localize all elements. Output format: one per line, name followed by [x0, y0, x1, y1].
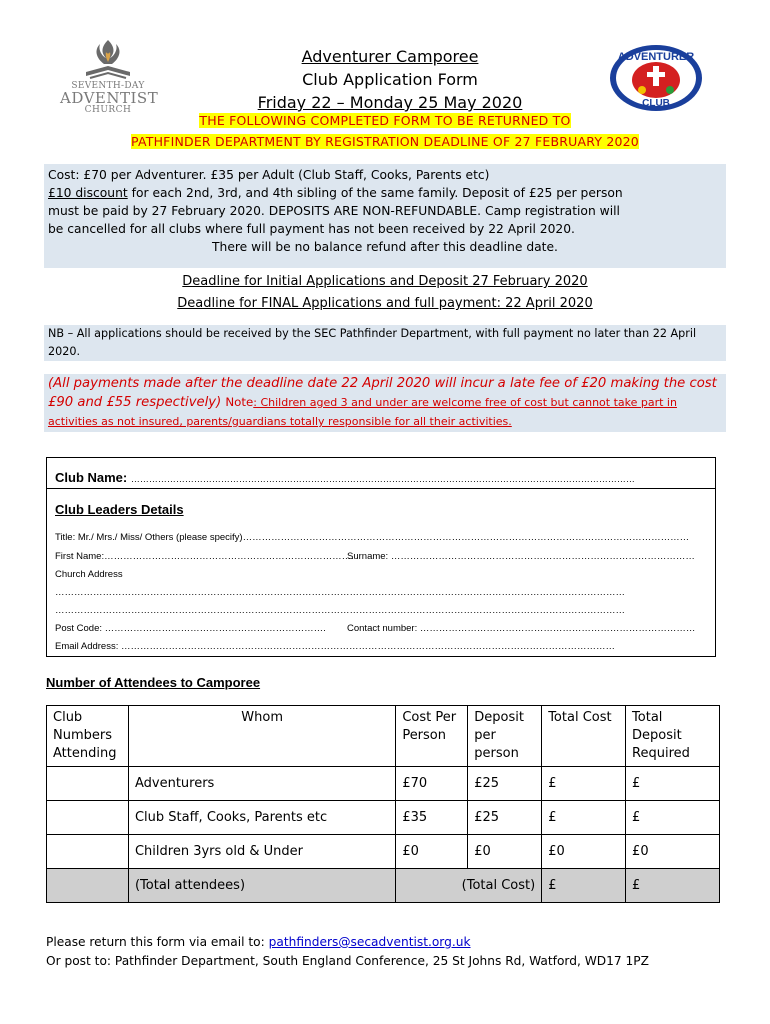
return-notice-line-1: THE FOLLOWING COMPLETED FORM TO BE RETURNED TO: [199, 113, 571, 128]
contact-label: Contact number:: [347, 623, 418, 634]
email-instruction: [46, 933, 649, 952]
post-code-label: Post Code:: [55, 623, 102, 634]
whom-cell: Adventurers: [128, 767, 395, 801]
church-address-label: Church Address: [55, 569, 123, 580]
cost-cell: £0: [396, 835, 468, 869]
cost-line-2: [48, 184, 722, 202]
sda-logo-line1: SEVENTH-DAY: [71, 81, 145, 91]
total-deposit-cell: £0: [626, 835, 720, 869]
deposit-cell: £0: [468, 835, 542, 869]
table-total-row: [47, 869, 720, 903]
deposit-cell: £25: [468, 801, 542, 835]
total-deposit-cell[interactable]: £: [626, 767, 720, 801]
divider: [47, 488, 715, 489]
col-cost-per-person: Cost Per Person: [396, 706, 468, 767]
note-label: Note: [225, 395, 254, 409]
col-club-numbers: Club Numbers Attending: [47, 706, 129, 767]
badge-top-text: ADVENTURER: [617, 51, 695, 63]
cost-cell: £70: [396, 767, 468, 801]
post-instruction: Or post to: Pathfinder Department, South England Conference, 25 St Johns Rd, Watford, WD17 1PZ: [46, 954, 649, 968]
title-line-3: Friday 22 – Monday 25 May 2020: [257, 93, 523, 112]
col-total-cost: Total Cost: [542, 706, 626, 767]
church-address-line-1[interactable]: ………………………………………………………………………………………………………………………………………………………………: [55, 587, 625, 598]
title-label: Title: Mr./ Mrs./ Miss/ Others (please specify): [55, 532, 243, 543]
late-fee-box: [44, 374, 726, 432]
email-field[interactable]: Email Address: …………………………………………………………………………………………………………………………………………: [55, 641, 616, 652]
grand-total-deposit-cell[interactable]: £: [626, 869, 720, 903]
badge-bottom-text: CLUB: [642, 98, 670, 109]
total-attendees-input[interactable]: [47, 869, 129, 903]
surname-label: Surname:: [347, 551, 389, 562]
deposit-cell: £25: [468, 767, 542, 801]
sda-logo-line3: CHURCH: [84, 105, 132, 115]
whom-cell: Children 3yrs old & Under: [128, 835, 395, 869]
table-row: [47, 801, 720, 835]
total-cost-cell[interactable]: £: [542, 767, 626, 801]
leaders-heading: Club Leaders Details: [55, 502, 184, 517]
initial-deadline: Deadline for Initial Applications and Deposit 27 February 2020: [182, 274, 588, 289]
deadlines: [44, 271, 726, 315]
club-name-label: Club Name:: [55, 470, 128, 485]
cost-line-3: must be paid by 27 February 2020. DEPOSITS ARE NON-REFUNDABLE. Camp registration will: [48, 204, 620, 218]
cost-line-2-rest: for each 2nd, 3rd, and 4th sibling of the same family. Deposit of £25 per person: [131, 186, 623, 200]
return-instructions: [46, 933, 649, 971]
nb-note: NB – All applications should be received by the SEC Pathfinder Department, with full payment no later than 22 April 2020.: [44, 325, 726, 361]
cost-line-1: Cost: £70 per Adventurer. £35 per Adult (Club Staff, Cooks, Parents etc): [48, 168, 490, 182]
club-name-field[interactable]: Club Name: ……………………………………………………………………………………………………………………………………………………: [55, 470, 635, 485]
cost-information-box: [44, 164, 726, 268]
col-whom: Whom: [128, 706, 395, 767]
first-name-field[interactable]: First Name:…………………………………………………………………….: [55, 551, 354, 562]
club-details-box: [46, 457, 716, 657]
col-deposit-per-person: Deposit per person: [468, 706, 542, 767]
contact-number-field[interactable]: Contact number: ……………………………………………………………………………: [347, 623, 696, 634]
email-prefix: Please return this form via email to:: [46, 935, 269, 949]
final-deadline: Deadline for FINAL Applications and full payment: 22 April 2020: [177, 296, 593, 311]
attendees-heading: Number of Attendees to Camporee: [46, 675, 261, 690]
cost-line-5: There will be no balance refund after this deadline date.: [212, 240, 558, 254]
return-notice-line-2: PATHFINDER DEPARTMENT BY REGISTRATION DEADLINE OF 27 FEBRUARY 2020: [131, 134, 639, 149]
sda-logo-line2: ADVENTIST: [60, 89, 159, 107]
church-address-line-2[interactable]: ………………………………………………………………………………………………………………………………………………………………: [55, 605, 625, 616]
late-fee-text: (All payments made after the deadline date 22 April 2020 will incur a late fee of £20 making the cost £90 and £55 respectively): [48, 376, 717, 410]
numbers-input-staff[interactable]: [47, 801, 129, 835]
adventurer-club-badge: [606, 42, 706, 114]
discount-label: £10 discount: [48, 186, 128, 200]
post-code-field[interactable]: Post Code: …………………………………………………………….: [55, 623, 326, 634]
cost-cell: £35: [396, 801, 468, 835]
table-header-row: [47, 706, 720, 767]
title-line-1: Adventurer Camporee: [301, 47, 479, 66]
form-title: [170, 45, 610, 114]
numbers-input-children[interactable]: [47, 835, 129, 869]
email-label: Email Address:: [55, 641, 119, 652]
col-total-deposit: Total Deposit Required: [626, 706, 720, 767]
table-row: [47, 835, 720, 869]
cost-line-4: be cancelled for all clubs where full payment has not been received by 22 April 2020.: [48, 222, 575, 236]
grand-total-cost-cell[interactable]: £: [542, 869, 626, 903]
flame-bible-icon: [80, 38, 136, 82]
total-cost-cell[interactable]: £: [542, 801, 626, 835]
attendees-table: [46, 705, 720, 903]
email-link[interactable]: pathfinders@secadventist.org.uk: [268, 935, 471, 949]
whom-cell: Club Staff, Cooks, Parents etc: [128, 801, 395, 835]
first-name-label: First Name:: [55, 551, 105, 562]
surname-field[interactable]: Surname: ……………………………………………………………………………………: [347, 551, 695, 562]
total-attendees-label: (Total attendees): [128, 869, 395, 903]
return-notice: [0, 110, 770, 152]
title-field[interactable]: Title: Mr./ Mrs./ Miss/ Others (please specify)……………………………………………………………………………………………………………………………: [55, 532, 690, 543]
total-deposit-cell[interactable]: £: [626, 801, 720, 835]
total-cost-label: (Total Cost): [396, 869, 542, 903]
note-text: : Children aged 3 and under are welcome free of cost but cannot take part in activities as not insured, parents/guardians totally responsible for all their activities.: [48, 396, 677, 428]
title-line-2: Club Application Form: [302, 70, 478, 89]
numbers-input-adventurers[interactable]: [47, 767, 129, 801]
table-row: [47, 767, 720, 801]
total-cost-cell: £0: [542, 835, 626, 869]
